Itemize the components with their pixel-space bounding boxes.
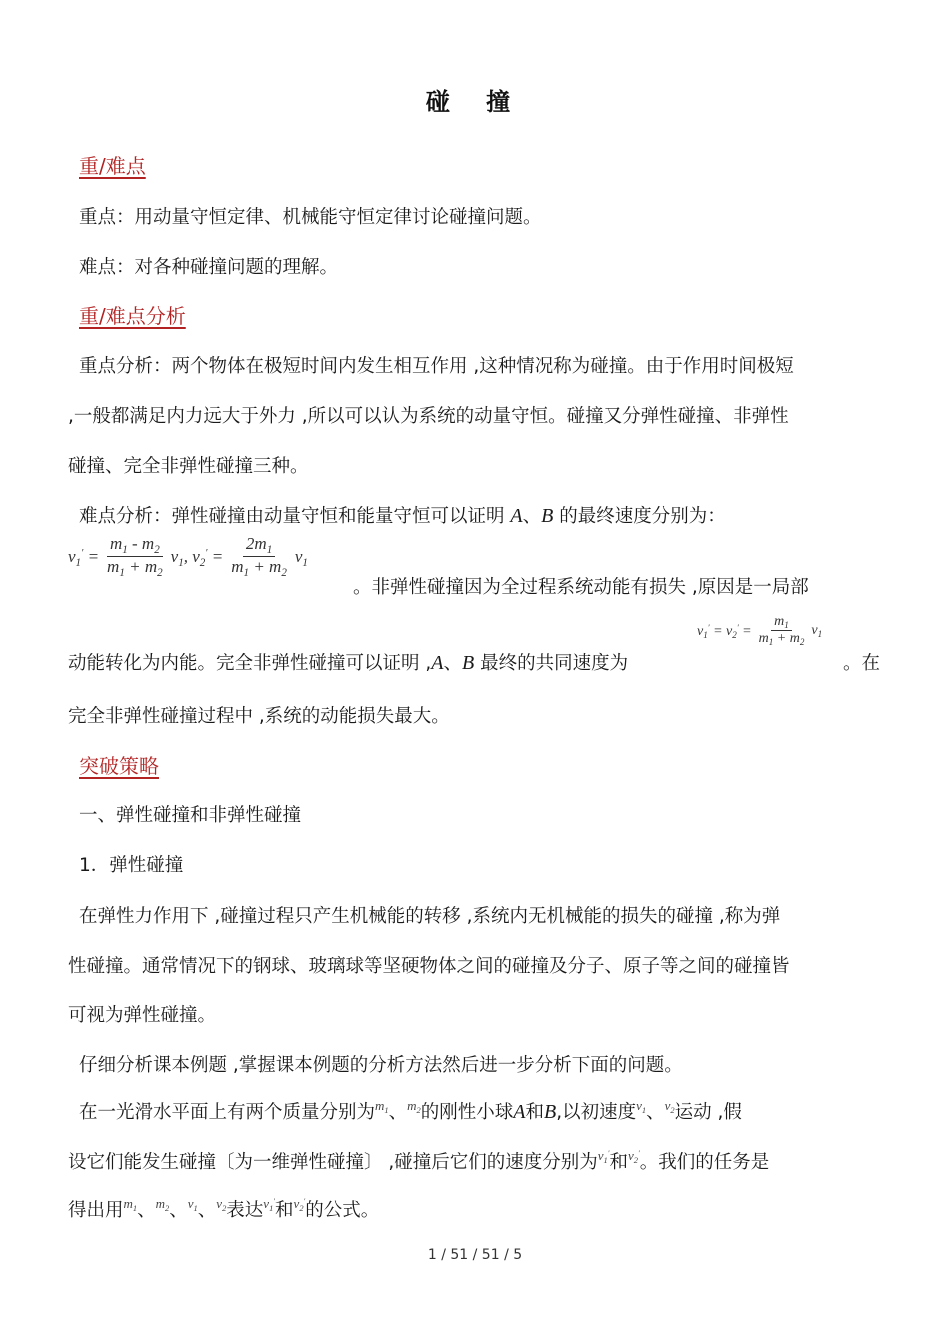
problem-line-2: 设它们能发生碰撞〔为一维弹性碰撞〕 ,碰撞后它们的速度分别为$^{v_1'}$和$^{v_2'}$。我们的任务是 — [68, 1148, 770, 1173]
heading-analysis: 重/难点分析 — [79, 304, 186, 328]
inelastic-explanation-line: 。非弹性碰撞因为全过程系统动能有损失 ,原因是一局部 — [353, 577, 809, 598]
hard-analysis-line-1: 难点分析：弹性碰撞由动量守恒和能量守恒可以证明 A、B 的最终速度分别为： — [79, 505, 726, 527]
key-analysis-line-1: 重点分析：两个物体在极短时间内发生相互作用 ,这种情况称为碰撞。由于作用时间极短 — [79, 356, 794, 377]
hard-point-text: 难点：对各种碰撞问题的理解。 — [79, 257, 339, 278]
common-velocity-formula: $v_1' = v_2'$ = $\frac{m_1}{m_1 + m_2}$ $v_1$ — [697, 614, 823, 648]
problem-line-1: 在一光滑水平面上有两个质量分别为$^{m_1}$、$^{m_2}$的刚性小球A和B,以初速度$^{v_1}$、$^{v_2}$运动 ,假 — [79, 1098, 742, 1123]
complete-inelastic-line: 动能转化为内能。完全非弹性碰撞可以证明 ,A、B 最终的共同速度为 — [68, 652, 629, 674]
elastic-paragraph-line-1: 在弹性力作用下 ,碰撞过程只产生机械能的转移 ,系统内无机械能的损失的碰撞 ,称为弹 — [79, 906, 781, 927]
elastic-paragraph-line-3: 可视为弹性碰撞。 — [68, 1005, 217, 1026]
subsection-elastic: 1．弹性碰撞 — [79, 855, 184, 876]
max-loss-line: 完全非弹性碰撞过程中 ,系统的动能损失最大。 — [68, 706, 450, 727]
heading-strategy: 突破策略 — [79, 754, 159, 778]
complete-inelastic-line-end: 。在 — [843, 653, 881, 674]
key-analysis-line-3: 碰撞、完全非弹性碰撞三种。 — [68, 456, 309, 477]
problem-line-3: 得出用$^{m_1}$、$^{m_2}$、$^{v_1}$、$^{v_2}$表达$^{v_1'}$和$^{v_2'}$的公式。 — [68, 1196, 380, 1221]
key-point-text: 重点：用动量守恒定律、机械能守恒定律讨论碰撞问题。 — [79, 207, 542, 228]
study-hint-paragraph: 仔细分析课本例题 ,掌握课本例题的分析方法然后进一步分析下面的问题。 — [79, 1055, 683, 1076]
elastic-paragraph-line-2: 性碰撞。通常情况下的钢球、玻璃球等坚硬物体之间的碰撞及分子、原子等之间的碰撞皆 — [68, 956, 790, 977]
elastic-collision-formula: $v_1'$ = $\frac{m_1 - m_2}{m_1 + m_2}$ $v_1$, $v_2'$ = $\frac{2m_1}{m_1 + m_2}$ $v_1$ — [68, 534, 308, 579]
key-analysis-line-2: ,一般都满足内力远大于外力 ,所以可以认为系统的动量守恒。碰撞又分弹性碰撞、非弹性 — [68, 406, 789, 427]
page-number: 1 / 51 / 51 / 5 — [427, 1247, 523, 1263]
page-title: 碰 撞 — [425, 88, 525, 116]
heading-difficulty: 重/难点 — [79, 154, 146, 178]
section-elastic-inelastic: 一、弹性碰撞和非弹性碰撞 — [79, 805, 302, 826]
